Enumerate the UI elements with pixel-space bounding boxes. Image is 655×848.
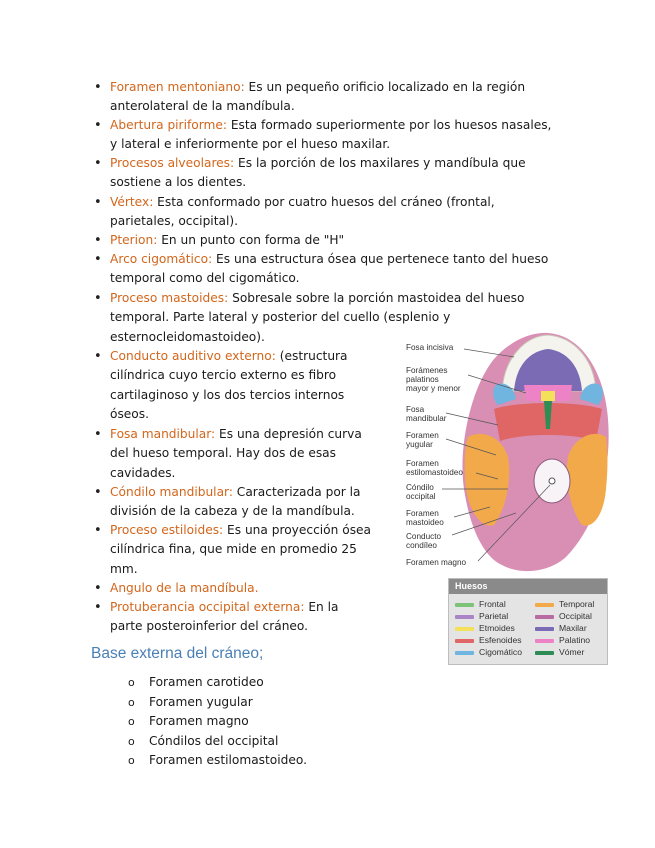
- label-foramen-estilomastoideo: Foramen estilomastoideo: [406, 459, 463, 478]
- term: Conducto auditivo externo: [110, 349, 272, 363]
- label-conducto-condileo: Conducto condíleo: [406, 532, 442, 551]
- foramen-magno-marker: [549, 478, 555, 484]
- swatch: [535, 603, 554, 607]
- label-fosa-mandibular: Fosa mandibular: [406, 405, 447, 424]
- term: Arco cigomático: [110, 252, 209, 266]
- swatch: [535, 639, 554, 643]
- term: Proceso estiloides: [110, 523, 220, 537]
- legend-item-cigomatico: Cigomático: [455, 647, 522, 658]
- legend-item-temporal: Temporal: [535, 599, 594, 610]
- list-item: • Pterion: En un punto con forma de "H": [110, 231, 344, 250]
- term: Cóndilo mandibular: [110, 485, 229, 499]
- swatch: [455, 615, 474, 619]
- legend-item-occipital: Occipital: [535, 611, 592, 622]
- legend-item-etmoides: Etmoides: [455, 623, 515, 634]
- list-item: o Cóndilos del occipital: [128, 732, 307, 752]
- swatch: [455, 603, 474, 607]
- term: Vértex: [110, 195, 150, 209]
- bones-legend: [448, 578, 608, 665]
- term: Angulo de la mandíbula.: [110, 581, 259, 595]
- list-item: • Cóndilo mandibular: Caracterizada por la división de la cabeza y de la mandíbula.: [110, 483, 361, 522]
- legend-item-maxilar: Maxilar: [535, 623, 587, 634]
- list-item: o Foramen yugular: [128, 693, 307, 713]
- list-item: • Abertura piriforme: Esta formado superiormente por los huesos nasales, y lateral e inferiormente por el hueso maxilar.: [110, 116, 551, 155]
- term: Fosa mandibular: [110, 427, 212, 441]
- legend-title: Huesos: [449, 579, 607, 594]
- list-item: • Conducto auditivo externo: (estructura cilíndrica cuyo tercio externo es fibro cartilaginoso y los dos tercios internos óseos.: [110, 347, 348, 425]
- swatch: [535, 615, 554, 619]
- list-item: • Protuberancia occipital externa: En la parte posteroinferior del cráneo.: [110, 598, 338, 637]
- label-foramen-magno: Foramen magno: [406, 558, 467, 567]
- label-condilo-occipital: Cóndilo occipital: [406, 483, 436, 502]
- list-item: • Foramen mentoniano: Es un pequeño orificio localizado en la región anterolateral de la mandíbula.: [110, 78, 525, 117]
- swatch: [455, 639, 474, 643]
- term: Protuberancia occipital externa: [110, 600, 301, 614]
- foramen-list: [128, 673, 307, 771]
- label-fosa-incisiva: Fosa incisiva: [406, 343, 454, 352]
- label-foramen-yugular: Foramen yugular: [406, 431, 439, 450]
- swatch: [455, 627, 474, 631]
- list-item: • Proceso estiloides: Es una proyección ósea cilíndrica fina, que mide en promedio 25 mm.: [110, 521, 371, 579]
- list-item: o Foramen carotideo: [128, 673, 307, 693]
- section-heading: Base externa del cráneo;: [91, 645, 264, 662]
- swatch: [535, 651, 554, 655]
- list-item: • Vértex: Esta conformado por cuatro huesos del cráneo (frontal, parietales, occipital).: [110, 193, 495, 232]
- list-item: o Foramen estilomastoideo.: [128, 751, 307, 771]
- list-item: • Fosa mandibular: Es una depresión curva del hueso temporal. Hay dos de esas cavidades.: [110, 425, 362, 483]
- term: Procesos alveolares: [110, 156, 231, 170]
- legend-item-frontal: Frontal: [455, 599, 506, 610]
- term: Abertura piriforme: [110, 118, 223, 132]
- list-item: • Proceso mastoides: Sobresale sobre la porción mastoidea del hueso temporal. Parte lateral y posterior del cuello (esplenio y esternocleidomastoideo).: [110, 289, 524, 347]
- legend-item-esfenoides: Esfenoides: [455, 635, 522, 646]
- legend-item-parietal: Parietal: [455, 611, 508, 622]
- label-foramen-mastoideo: Foramen mastoideo: [406, 509, 444, 528]
- legend-item-palatino: Palatino: [535, 635, 590, 646]
- term: Pterion: [110, 233, 154, 247]
- list-item: [110, 579, 258, 598]
- list-item: o Foramen magno: [128, 712, 307, 732]
- term: Proceso mastoides: [110, 291, 225, 305]
- swatch: [455, 651, 474, 655]
- term: Foramen mentoniano: [110, 80, 241, 94]
- ethmoid: [541, 391, 555, 401]
- legend-item-vomer: Vómer: [535, 647, 584, 658]
- swatch: [535, 627, 554, 631]
- list-item: • Procesos alveolares: Es la porción de los maxilares y mandíbula que sostiene a los dientes.: [110, 154, 526, 193]
- label-foramenes-palatinos: Forámenes palatinos mayor y menor: [406, 366, 461, 394]
- list-item: • Arco cigomático: Es una estructura ósea que pertenece tanto del hueso temporal como del cigomático.: [110, 250, 548, 289]
